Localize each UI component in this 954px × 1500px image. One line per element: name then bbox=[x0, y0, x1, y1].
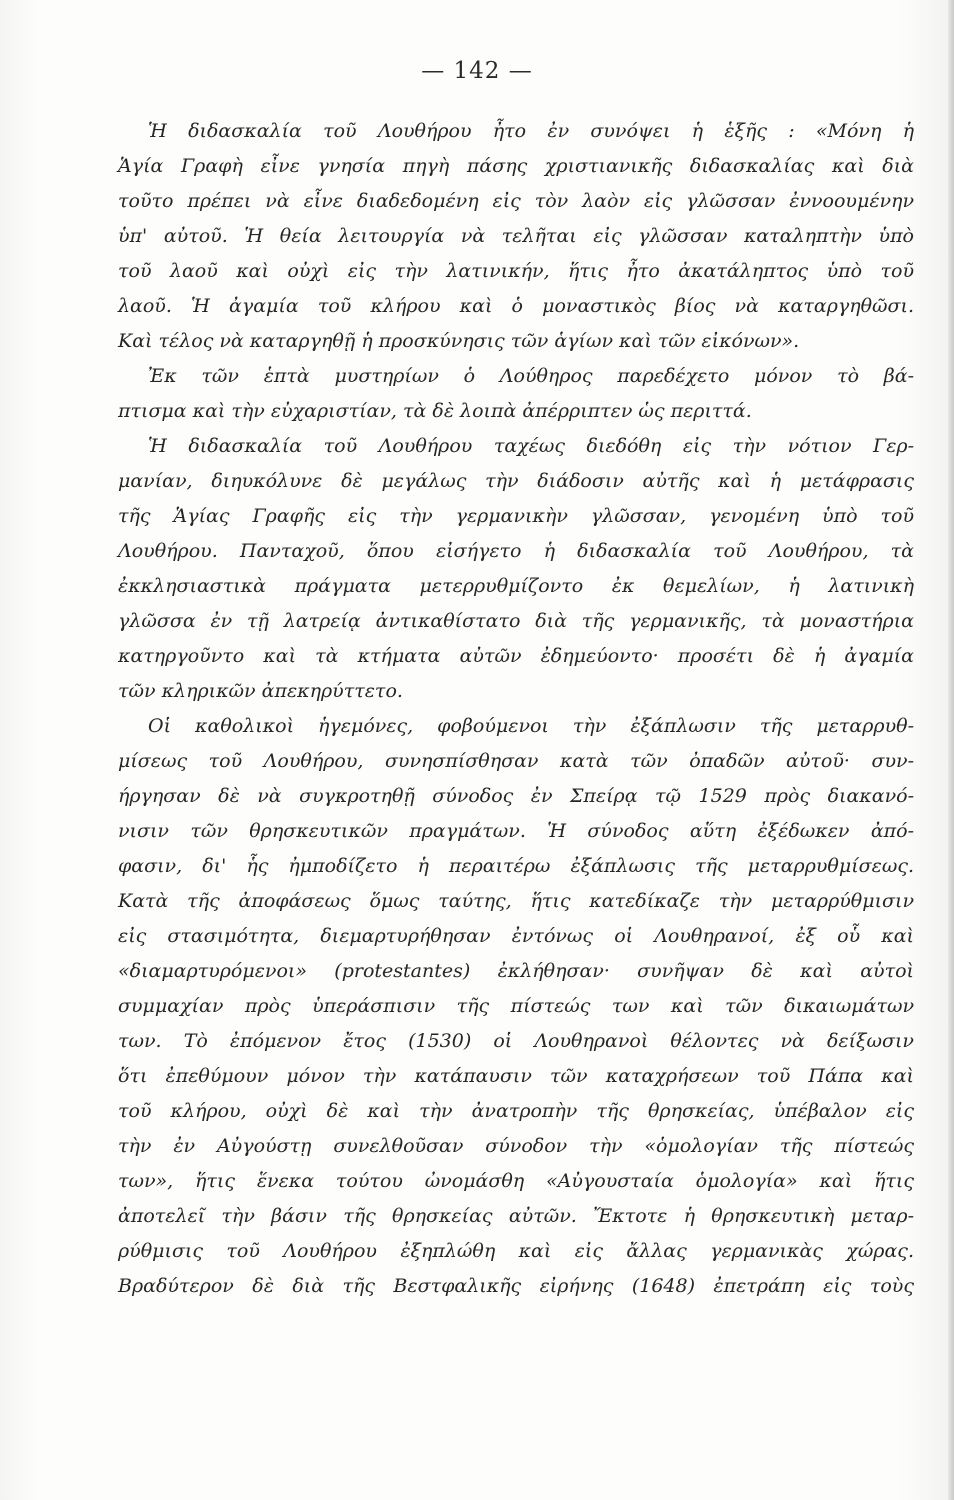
text-line: των. Τὸ ἐπόμενον ἔτος (1530) οἱ Λουθηρανοὶ θέλοντες νὰ δείξωσιν bbox=[118, 1030, 914, 1052]
text-line: Καὶ τέλος νὰ καταργηθῇ ἡ προσκύνησις τῶν ἁγίων καὶ τῶν εἰκόνων». bbox=[118, 330, 800, 352]
text-line: τοῦ κλήρου, οὐχὶ δὲ καὶ τὴν ἀνατροπὴν τῆς θρησκείας, ὑπέβαλον εἰς bbox=[118, 1100, 914, 1122]
text-line: Ἡ διδασκαλία τοῦ Λουθήρου ταχέως διεδόθη εἰς τὴν νότιον Γερ- bbox=[148, 435, 914, 457]
text-line: ἀποτελεῖ τὴν βάσιν τῆς θρησκείας αὐτῶν. Ἔκτοτε ἡ θρησκευτικὴ μεταρ- bbox=[118, 1205, 914, 1227]
text-line: Λουθήρου. Πανταχοῦ, ὅπου εἰσήγετο ἡ διδασκαλία τοῦ Λουθήρου, τὰ bbox=[118, 540, 914, 562]
text-line: τῆς Ἁγίας Γραφῆς εἰς τὴν γερμανικὴν γλῶσσαν, γενομένη ὑπὸ τοῦ bbox=[118, 505, 914, 527]
text-line: νισιν τῶν θρησκευτικῶν πραγμάτων. Ἡ σύνοδος αὕτη ἐξέδωκεν ἀπό- bbox=[118, 820, 914, 842]
text-line: εἰς στασιμότητα, διεμαρτυρήθησαν ἐντόνως οἱ Λουθηρανοί, ἐξ οὗ καὶ bbox=[118, 925, 914, 947]
text-line: λαοῦ. Ἡ ἀγαμία τοῦ κλήρου καὶ ὁ μοναστικὸς βίος νὰ καταργηθῶσι. bbox=[118, 295, 914, 317]
text-line: των», ἥτις ἕνεκα τούτου ὠνομάσθη «Αὐγουσταία ὁμολογία» καὶ ἥτις bbox=[118, 1170, 914, 1192]
text-line: Βραδύτερον δὲ διὰ τῆς Βεστφαλικῆς εἰρήνης (1648) ἐπετράπη εἰς τοὺς bbox=[118, 1275, 914, 1297]
text-line: κατηργοῦντο καὶ τὰ κτήματα αὐτῶν ἐδημεύοντο· προσέτι δὲ ἡ ἀγαμία bbox=[118, 645, 914, 667]
text-line: Ἐκ τῶν ἑπτὰ μυστηρίων ὁ Λούθηρος παρεδέχετο μόνον τὸ βά- bbox=[148, 365, 914, 387]
text-line: Ἁγία Γραφὴ εἶνε γνησία πηγὴ πάσης χριστιανικῆς διδασκαλίας καὶ διὰ bbox=[118, 155, 914, 177]
text-line: τὴν ἐν Αὐγούστῃ συνελθοῦσαν σύνοδον τὴν «ὁμολογίαν τῆς πίστεώς bbox=[118, 1135, 914, 1157]
body-text bbox=[118, 114, 914, 1304]
text-line: ὑπ' αὐτοῦ. Ἡ θεία λειτουργία νὰ τελῆται εἰς γλῶσσαν καταληπτὴν ὑπὸ bbox=[118, 225, 914, 247]
text-line: Οἱ καθολικοὶ ἡγεμόνες, φοβούμενοι τὴν ἐξάπλωσιν τῆς μεταρρυθ- bbox=[148, 715, 914, 737]
text-line: τῶν κληρικῶν ἀπεκηρύττετο. bbox=[118, 680, 403, 702]
text-line: μανίαν, διηυκόλυνε δὲ μεγάλως τὴν διάδοσιν αὐτῆς καὶ ἡ μετάφρασις bbox=[118, 470, 914, 492]
text-line: Κατὰ τῆς ἀποφάσεως ὅμως ταύτης, ἥτις κατεδίκαζε τὴν μεταρρύθμισιν bbox=[118, 890, 914, 912]
text-line: μίσεως τοῦ Λουθήρου, συνησπίσθησαν κατὰ τῶν ὀπαδῶν αὐτοῦ· συν- bbox=[118, 750, 914, 772]
text-line: «διαμαρτυρόμενοι» (protestantes) ἐκλήθησαν· συνῆψαν δὲ καὶ αὐτοὶ bbox=[118, 960, 914, 982]
text-line: ἐκκλησιαστικὰ πράγματα μετερρυθμίζοντο ἐκ θεμελίων, ἡ λατινικὴ bbox=[118, 575, 914, 597]
text-line: ρύθμισις τοῦ Λουθήρου ἐξηπλώθη καὶ εἰς ἄλλας γερμανικὰς χώρας. bbox=[118, 1240, 914, 1262]
text-line: τοῦτο πρέπει νὰ εἶνε διαδεδομένη εἰς τὸν λαὸν εἰς γλῶσσαν ἐννοουμένην bbox=[118, 190, 914, 212]
page-edge bbox=[948, 0, 954, 1500]
text-line: ὅτι ἐπεθύμουν μόνον τὴν κατάπαυσιν τῶν καταχρήσεων τοῦ Πάπα καὶ bbox=[118, 1065, 914, 1087]
text-line: τοῦ λαοῦ καὶ οὐχὶ εἰς τὴν λατινικήν, ἥτις ἦτο ἀκατάληπτος ὑπὸ τοῦ bbox=[118, 260, 914, 282]
text-line: γλῶσσα ἐν τῇ λατρείᾳ ἀντικαθίστατο διὰ τῆς γερμανικῆς, τὰ μοναστήρια bbox=[118, 610, 914, 632]
page-number: — 142 — bbox=[421, 58, 533, 84]
text-line: φασιν, δι' ἧς ἠμποδίζετο ἡ περαιτέρω ἐξάπλωσις τῆς μεταρρυθμίσεως. bbox=[118, 855, 914, 877]
text-line: συμμαχίαν πρὸς ὑπεράσπισιν τῆς πίστεώς των καὶ τῶν δικαιωμάτων bbox=[118, 995, 914, 1017]
text-line: Ἡ διδασκαλία τοῦ Λουθήρου ἦτο ἐν συνόψει ἡ ἑξῆς : «Μόνη ἡ bbox=[148, 120, 914, 142]
text-line: ήργησαν δὲ νὰ συγκροτηθῇ σύνοδος ἐν Σπείρᾳ τῷ 1529 πρὸς διακανό- bbox=[118, 785, 914, 807]
text-line: πτισμα καὶ τὴν εὐχαριστίαν, τὰ δὲ λοιπὰ ἀπέρριπτεν ὡς περιττά. bbox=[118, 400, 752, 422]
